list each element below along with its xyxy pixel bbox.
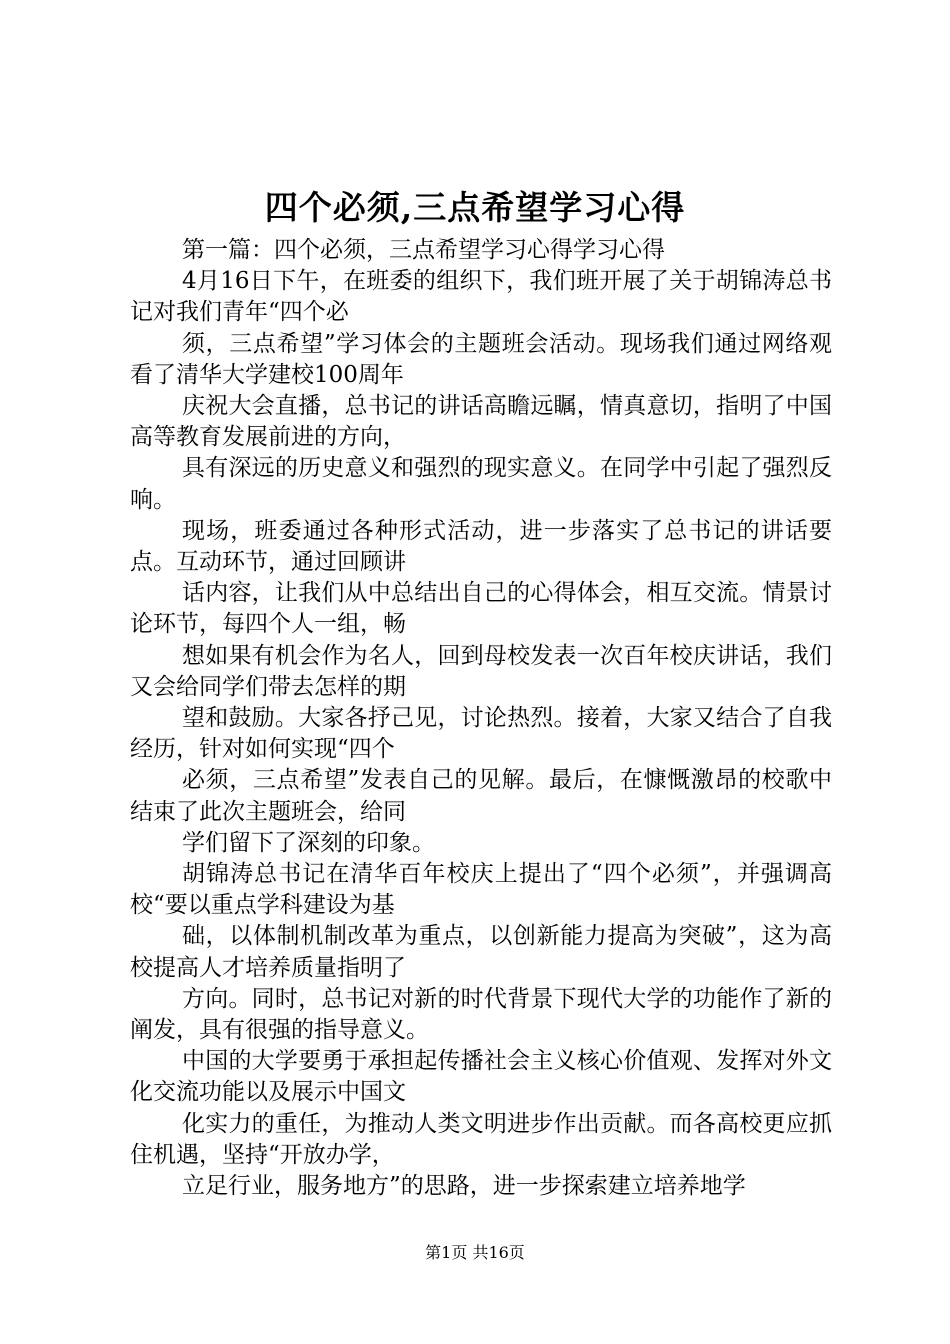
document-title: 四个必须,三点希望学习心得 xyxy=(264,188,686,227)
paragraph: 方向。同时，总书记对新的时代背景下现代大学的功能作了新的阐发，具有很强的指导意义。 xyxy=(130,985,832,1044)
paragraph: 学们留下了深刻的印象。 xyxy=(182,829,435,856)
paragraph: 具有深远的历史意义和强烈的现实意义。在同学中引起了强烈反响。 xyxy=(130,455,832,513)
paragraph: 望和鼓励。大家各抒己见，讨论热烈。接着，大家又结合了自我经历，针对如何实现“四个 xyxy=(130,705,832,763)
paragraph: 胡锦涛总书记在清华百年校庆上提出了“四个必须”，并强调高校“要以重点学科建设为基 xyxy=(130,861,832,919)
paragraph: 须，三点希望”学习体会的主题班会活动。现场我们通过网络观看了清华大学建校100周年 xyxy=(130,330,832,388)
page-number: 第1页 共16页 xyxy=(425,1243,525,1262)
paragraph: 础，以体制机制改革为重点，以创新能力提高为突破”，这为高校提高人才培养质量指明了 xyxy=(130,923,832,981)
paragraph: 第一篇：四个必须，三点希望学习心得学习心得 xyxy=(182,237,665,263)
paragraph: 庆祝大会直播，总书记的讲话高瞻远瞩，情真意切，指明了中国高等教育发展前进的方向， xyxy=(130,393,832,451)
paragraph: 现场，班委通过各种形式活动，进一步落实了总书记的讲话要点。互动环节，通过回顾讲 xyxy=(130,517,832,576)
paragraph: 化实力的重任，为推动人类文明进步作出贡献。而各高校更应抓住机遇，坚持“开放办学， xyxy=(130,1110,832,1168)
paragraph: 话内容，让我们从中总结出自己的心得体会，相互交流。情景讨论环节，每四个人一组，畅 xyxy=(130,580,832,638)
paragraph: 必须，三点希望”发表自己的见解。最后，在慷慨激昂的校歌中结束了此次主题班会，给同 xyxy=(130,767,832,825)
paragraph: 中国的大学要勇于承担起传播社会主义核心价值观、发挥对外文化交流功能以及展示中国文 xyxy=(130,1048,832,1106)
document-body xyxy=(130,235,832,1202)
paragraph: 立足行业，服务地方”的思路，进一步探索建立培养地学 xyxy=(182,1173,746,1200)
paragraph: 想如果有机会作为名人，回到母校发表一次百年校庆讲话，我们又会给同学们带去怎样的期 xyxy=(130,642,832,700)
paragraph: 4月16日下午，在班委的组织下，我们班开展了关于胡锦涛总书记对我们青年“四个必 xyxy=(130,268,832,326)
